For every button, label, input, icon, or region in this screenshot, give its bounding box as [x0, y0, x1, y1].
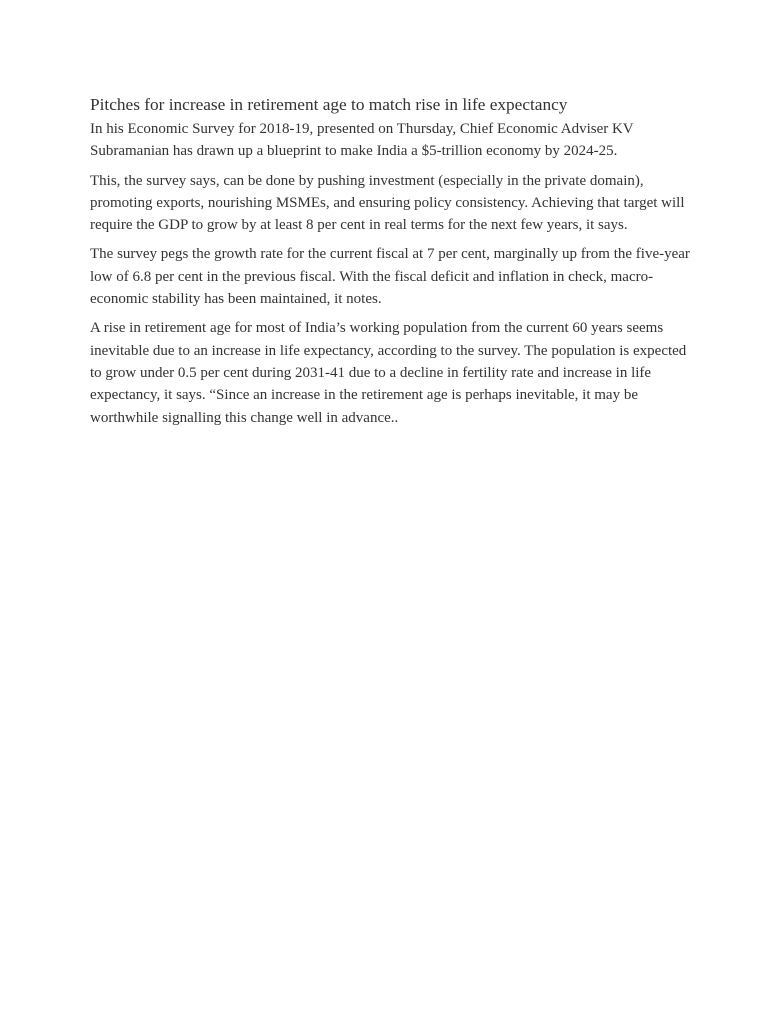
- paragraph-3: The survey pegs the growth rate for the current fiscal at 7 per cent, marginally up from the five-year low of 6.8 per cent in the previous fiscal. With the fiscal deficit and inflation in check, macro-economic stability has been maintained, it notes.: [90, 246, 690, 308]
- document-page: [90, 94, 690, 436]
- paragraph-4: A rise in retirement age for most of India’s working population from the current 60 years seems inevitable due to an increase in life expectancy, according to the survey. The population is expected to grow under 0.5 per cent during 2031-41 due to a decline in fertility rate and increase in life expectancy, it says. “Since an increase in the retirement age is perhaps inevitable, it may be worthwhile signalling this change well in advance..: [90, 320, 687, 426]
- paragraph-2: This, the survey says, can be done by pushing investment (especially in the private domain), promoting exports, nourishing MSMEs, and ensuring policy consistency. Achieving that target will require the GDP to grow by at least 8 per cent in real terms for the next few years, it says.: [90, 172, 685, 234]
- article-title: Pitches for increase in retirement age to match rise in life expectancy: [90, 95, 568, 114]
- paragraph-1: In his Economic Survey for 2018-19, presented on Thursday, Chief Economic Adviser KV Subramanian has drawn up a blueprint to make India a $5-trillion economy by 2024-25.: [90, 121, 634, 160]
